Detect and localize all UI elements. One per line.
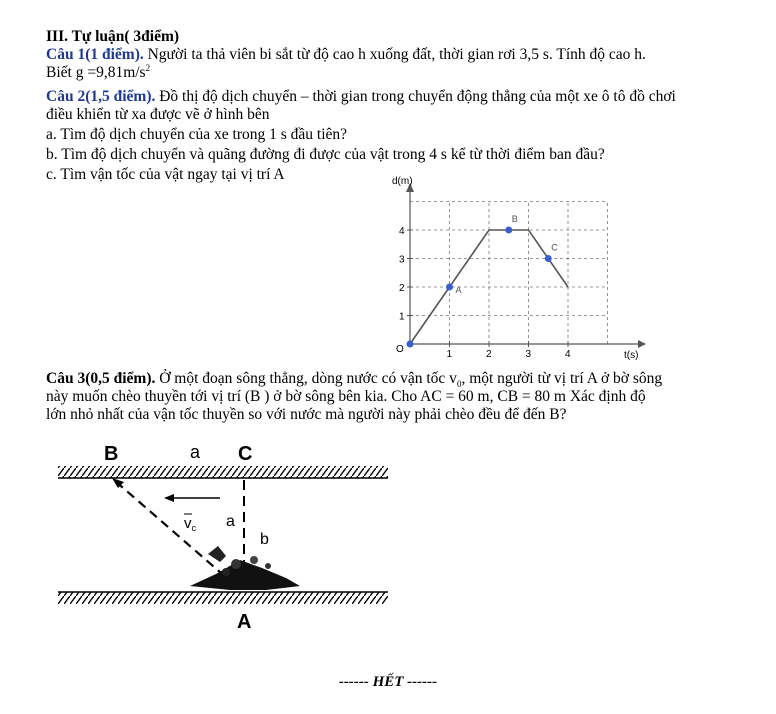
question-3-line-2: này muốn chèo thuyền tới vị trí (B ) ở bờ sông bên kia. Cho AC = 60 m, CB = 80 m Xác định độ xyxy=(46,388,646,405)
x-tick-label: 2 xyxy=(486,349,492,360)
angle-a-label: a xyxy=(226,513,235,530)
question-3-line-1 xyxy=(46,370,662,388)
y-tick-label: 3 xyxy=(399,254,405,266)
path-ab xyxy=(114,480,236,586)
end-marker: ------ HẾT ------ xyxy=(338,674,438,690)
y-tick-label: 1 xyxy=(399,311,405,323)
point-b-label: B xyxy=(511,214,518,224)
point-a xyxy=(446,284,453,291)
point-b xyxy=(505,227,512,234)
question-2-line-2: điều khiển từ xa được vẽ ở hình bên xyxy=(46,106,270,123)
current-arrow-head xyxy=(164,494,174,502)
x-tick-label: 4 xyxy=(565,349,571,360)
point-c-label: C xyxy=(238,443,253,465)
x-tick-label: 1 xyxy=(446,349,453,360)
question-2-part-a: a. Tìm độ dịch chuyển của xe trong 1 s đầu tiên? xyxy=(46,126,348,143)
question-1-line-2 xyxy=(46,64,150,82)
section-title: III. Tự luận( 3điểm) xyxy=(46,28,180,45)
distance-a-label: a xyxy=(190,442,201,462)
point-c-label: C xyxy=(551,242,558,253)
question-1-gravity: Biết g =9,81m/s xyxy=(46,64,146,81)
x-axis-label: t(s) xyxy=(624,350,639,361)
distance-b-label: b xyxy=(260,531,269,548)
near-bank xyxy=(58,592,388,604)
y-tick-label: 4 xyxy=(399,226,405,237)
displacement-time-graph xyxy=(380,172,660,364)
question-1-gravity-exponent: 2 xyxy=(145,62,151,73)
question-3-label: Câu 3(0,5 điểm). xyxy=(46,370,156,387)
graph-grid xyxy=(410,202,608,345)
graph-ticks xyxy=(399,226,571,360)
question-2-part-c: c. Tìm vận tốc của vật ngay tại vị trí A xyxy=(46,166,285,183)
question-3-subscript: 0 xyxy=(456,379,462,390)
point-a-label: A xyxy=(237,611,252,633)
y-tick-label: 2 xyxy=(399,283,405,294)
question-1-label: Câu 1(1 điểm). xyxy=(46,46,144,63)
question-3-line-3: lớn nhỏ nhất của vận tốc thuyền so với nước mà người này phải chèo đều để đến B? xyxy=(46,406,567,423)
y-axis-label: d(m) xyxy=(392,176,413,187)
question-1-line-1 xyxy=(46,46,646,64)
point-c xyxy=(545,255,552,262)
far-bank xyxy=(58,466,388,478)
point-b-label: B xyxy=(104,443,119,465)
question-3-text-b: , một người từ vị trí A ở bờ sông xyxy=(461,370,663,387)
river-crossing-diagram xyxy=(40,436,400,636)
question-2-line-1 xyxy=(46,88,676,106)
question-2-part-b: b. Tìm độ dịch chuyển và quãng đường đi được của vật trong 4 s kể từ thời điểm ban đầu? xyxy=(46,146,605,163)
origin-point xyxy=(407,341,414,348)
question-2-text: Đồ thị độ dịch chuyển – thời gian trong chuyển động thẳng của một xe ô tô đồ chơi xyxy=(155,88,676,105)
question-1-text: Người ta thả viên bi sắt từ độ cao h xuống đất, thời gian rơi 3,5 s. Tính độ cao h. xyxy=(143,46,646,63)
velocity-label: $v_c$ xyxy=(184,515,196,533)
graph-points xyxy=(407,214,559,348)
point-a-label: A xyxy=(455,285,462,295)
x-tick-label: 3 xyxy=(525,349,532,360)
origin-label: O xyxy=(396,344,404,355)
x-axis-arrow xyxy=(638,340,646,348)
question-3-text-a: Ở một đoạn sông thẳng, dòng nước có vận tốc v xyxy=(155,370,457,387)
question-2-label: Câu 2(1,5 điểm). xyxy=(46,88,156,105)
